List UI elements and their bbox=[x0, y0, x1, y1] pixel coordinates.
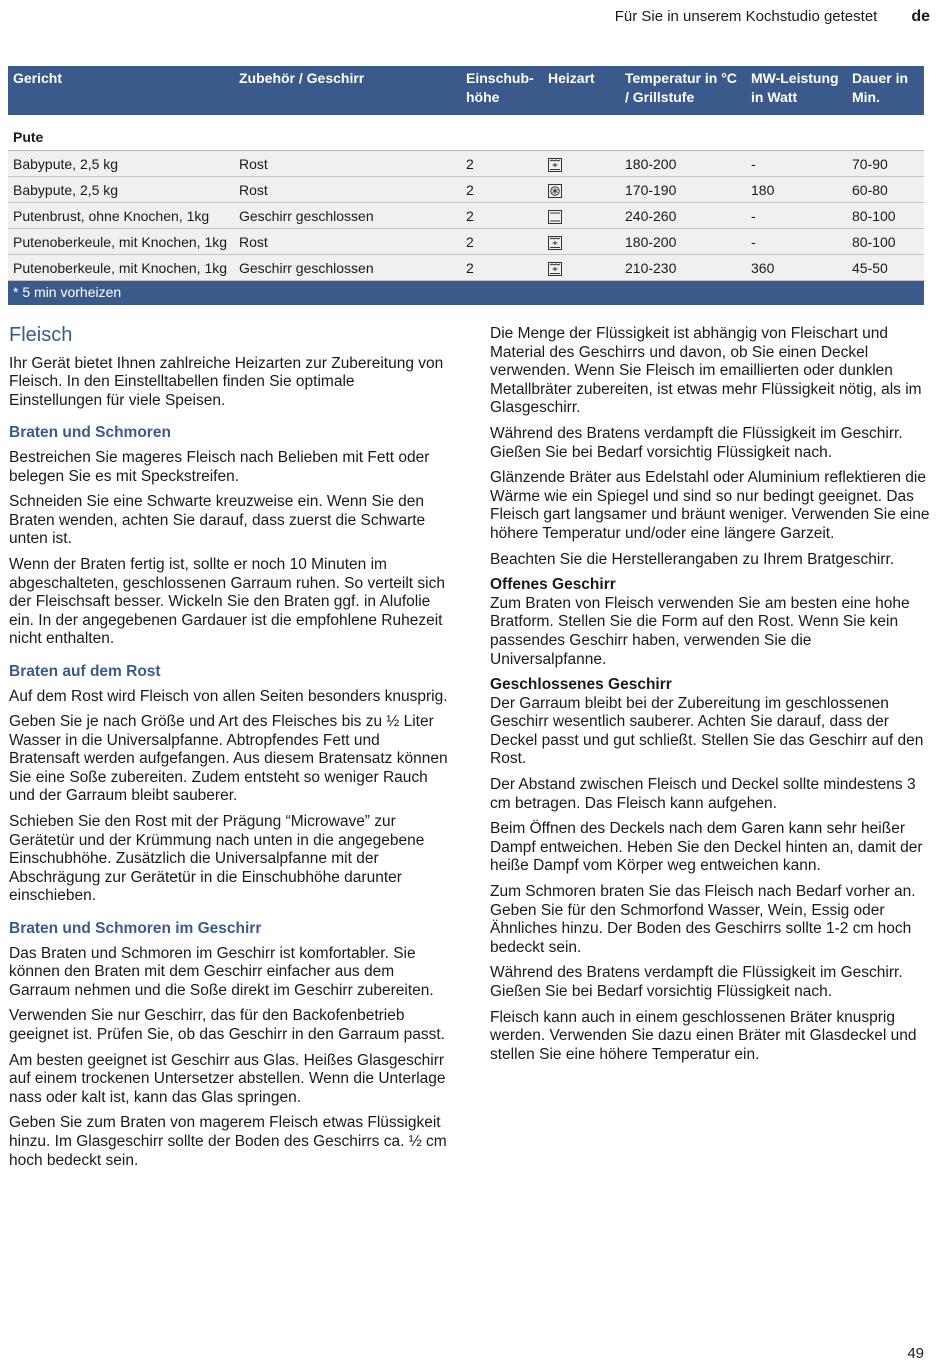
duration-cell: 45-50 bbox=[847, 255, 924, 281]
mw-power-cell: 180 bbox=[746, 177, 847, 203]
mw-power-cell: 360 bbox=[746, 255, 847, 281]
duration-cell: 70-90 bbox=[847, 151, 924, 177]
accessory-cell: Geschirr geschlossen bbox=[234, 255, 461, 281]
table-row bbox=[8, 177, 924, 203]
paragraph: Der Garraum bleibt bei der Zubereitung im geschlossenen Geschirr wesentlich sauberer. Achten Sie darauf, dass der Deckel passt und gut schließt. Stellen Sie das Geschirr auf den Rost. bbox=[490, 694, 924, 768]
column-header: Dauer in Min. bbox=[847, 66, 924, 115]
dish-cell: Putenoberkeule, mit Knochen, 1kg bbox=[8, 229, 234, 255]
heat-mode-cell bbox=[543, 177, 620, 203]
paragraph: Während des Bratens verdampft die Flüssigkeit im Geschirr. Gießen Sie bei Bedarf vorsichtig Flüssigkeit nach. bbox=[490, 964, 903, 1000]
paragraph: Während des Bratens verdampft die Flüssigkeit im Geschirr. Gießen Sie bei Bedarf vorsichtig Flüssigkeit nach. bbox=[490, 424, 903, 461]
paragraph: Die Menge der Flüssigkeit ist abhängig von Fleischart und Material des Geschirrs und davon, ob Sie einen Deckel verwenden. Wenn Sie Fleisch im emaillierten oder dunklen Metallbräter zubereiten, ist etwas mehr Flüssigkeit nötig, als im Glasgeschirr. bbox=[490, 325, 922, 417]
dish-cell: Putenbrust, ohne Knochen, 1kg bbox=[8, 203, 234, 229]
paragraph: Glänzende Bräter aus Edelstahl oder Aluminium reflektieren die Wärme wie ein Spiegel und sind so nur bedingt geeignet. Das Fleisch gart langsamer und bräunt weniger. Verwenden Sie eine höhere Temperatur und/oder eine längere Garzeit. bbox=[490, 469, 930, 542]
paragraph: Bestreichen Sie mageres Fleisch nach Belieben mit Fett oder belegen Sie es mit Speckstreifen. bbox=[9, 448, 430, 485]
subheading-offenes-geschirr: Offenes Geschirr bbox=[490, 576, 616, 594]
accessory-cell: Rost bbox=[234, 177, 461, 203]
heat-mode-cell bbox=[543, 229, 620, 255]
paragraph: Am besten geeignet ist Geschirr aus Glas. Heißes Glasgeschirr auf einem trockenen Untersetzer abstellen. Wenn die Unterlage nass oder kalt ist, kann das Glas springen. bbox=[9, 1051, 446, 1106]
right-column bbox=[490, 325, 930, 1071]
left-column bbox=[9, 322, 449, 1177]
table-footnote: * 5 min vorheizen bbox=[8, 281, 924, 306]
paragraph: Fleisch kann auch in einem geschlossenen Bräter knusprig werden. Verwenden Sie dazu einen Bräter mit Glasdeckel und stellen Sie eine höhere Temperatur ein. bbox=[490, 1008, 917, 1063]
dish-cell: Putenoberkeule, mit Knochen, 1kg bbox=[8, 255, 234, 281]
table-section-row bbox=[8, 115, 924, 151]
table-header-row bbox=[8, 66, 924, 115]
hot-air-icon bbox=[548, 184, 562, 198]
duration-cell: 60-80 bbox=[847, 177, 924, 203]
dish-cell: Babypute, 2,5 kg bbox=[8, 151, 234, 177]
column-header: Einschub- höhe bbox=[461, 66, 543, 115]
section-title: Pute bbox=[8, 115, 924, 151]
paragraph: Zum Schmoren braten Sie das Fleisch nach Bedarf vorher an. Geben Sie für den Schmorfond Wasser, Wein, Essig oder Ähnliches hinzu. Der Boden des Geschirrs sollte 1-2 cm hoch bedeckt sein. bbox=[490, 883, 916, 956]
mw-power-cell: - bbox=[746, 203, 847, 229]
dish-cell: Babypute, 2,5 kg bbox=[8, 177, 234, 203]
cooking-table bbox=[8, 66, 924, 305]
level-cell: 2 bbox=[461, 255, 543, 281]
temperature-cell: 180-200 bbox=[620, 229, 746, 255]
paragraph: Beim Öffnen des Deckels nach dem Garen kann sehr heißer Dampf entweichen. Heben Sie den Deckel hinten an, damit der heiße Dampf vom Körper weg entweichen kann. bbox=[490, 820, 923, 875]
accessory-cell: Rost bbox=[234, 229, 461, 255]
paragraph: Zum Braten von Fleisch verwenden Sie am besten eine hohe Bratform. Stellen Sie die Form auf den Rost. Wenn Sie kein passendes Geschirr haben, verwenden Sie die Universalpfanne. bbox=[490, 594, 910, 668]
column-header: Gericht bbox=[8, 66, 234, 115]
subheading-geschlossenes-geschirr: Geschlossenes Geschirr bbox=[490, 676, 672, 694]
grill-fan-icon bbox=[548, 236, 562, 250]
subheading-braten-schmoren: Braten und Schmoren bbox=[9, 424, 171, 442]
paragraph: Der Abstand zwischen Fleisch und Deckel sollte mindestens 3 cm betragen. Das Fleisch kann aufgehen. bbox=[490, 776, 916, 812]
temperature-cell: 180-200 bbox=[620, 151, 746, 177]
temperature-cell: 210-230 bbox=[620, 255, 746, 281]
language-code: de bbox=[911, 8, 930, 25]
grill-fan-icon bbox=[548, 262, 562, 276]
heat-mode-cell bbox=[543, 255, 620, 281]
paragraph: Ihr Gerät bietet Ihnen zahlreiche Heizarten zur Zubereitung von Fleisch. In den Einstelltabellen finden Sie optimale Einstellungen für viele Speisen. bbox=[9, 354, 444, 409]
section-heading-fleisch: Fleisch bbox=[9, 324, 73, 346]
paragraph: Geben Sie je nach Größe und Art des Fleisches bis zu ½ Liter Wasser in die Universalpfanne. Abtropfendes Fett und Bratensaft werden aufgefangen. Aus diesem Bratensatz können Sie eine Soße zubereiten. Zudem entsteht so weniger Rauch und der Garraum bleibt sauberer. bbox=[9, 713, 448, 805]
paragraph: Auf dem Rost wird Fleisch von allen Seiten besonders knusprig. bbox=[9, 687, 448, 705]
duration-cell: 80-100 bbox=[847, 229, 924, 255]
paragraph: Das Braten und Schmoren im Geschirr ist komfortabler. Sie können den Braten mit dem Geschirr einfacher aus dem Garraum nehmen und die Soße direkt im Geschirr zubereiten. bbox=[9, 944, 434, 999]
temperature-cell: 240-260 bbox=[620, 203, 746, 229]
level-cell: 2 bbox=[461, 229, 543, 255]
subheading-braten-geschirr: Braten und Schmoren im Geschirr bbox=[9, 920, 262, 938]
level-cell: 2 bbox=[461, 151, 543, 177]
column-header: MW-Leistung in Watt bbox=[746, 66, 847, 115]
column-header: Zubehör / Geschirr bbox=[234, 66, 461, 115]
table-footer-row bbox=[8, 281, 924, 306]
heat-mode-cell bbox=[543, 203, 620, 229]
table-row bbox=[8, 255, 924, 281]
table-row bbox=[8, 203, 924, 229]
table-row bbox=[8, 229, 924, 255]
paragraph: Geben Sie zum Braten von magerem Fleisch etwas Flüssigkeit hinzu. Im Glasgeschirr sollte der Boden des Geschirrs ca. ½ cm hoch bedeckt sein. bbox=[9, 1114, 447, 1169]
duration-cell: 80-100 bbox=[847, 203, 924, 229]
paragraph: Schneiden Sie eine Schwarte kreuzweise ein. Wenn Sie den Braten wenden, achten Sie darauf, dass zuerst die Schwarte unten ist. bbox=[9, 493, 426, 548]
level-cell: 2 bbox=[461, 177, 543, 203]
column-header: Heizart bbox=[543, 66, 620, 115]
paragraph: Beachten Sie die Herstellerangaben zu Ihrem Bratgeschirr. bbox=[490, 550, 895, 568]
paragraph: Schieben Sie den Rost mit der Prägung “Microwave” zur Gerätetür und der Krümmung nach unten in die angegebene Einschubhöhe. Zusätzlich die Universalpfanne mit der Abschrägung zur Gerätetür in die Einschubhöhe darunter einschieben. bbox=[9, 813, 425, 905]
accessory-cell: Rost bbox=[234, 151, 461, 177]
paragraph: Wenn der Braten fertig ist, sollte er noch 10 Minuten im abgeschalteten, geschlossenen Garraum ruhen. So verteilt sich der Fleischsaft besser. Wickeln Sie den Braten ggf. in Alufolie ein. In der angegebenen Gardauer ist die empfohlene Ruhezeit nicht enthalten. bbox=[9, 555, 445, 648]
table-row bbox=[8, 151, 924, 177]
heat-mode-cell bbox=[543, 151, 620, 177]
page-header bbox=[615, 8, 930, 26]
header-title: Für Sie in unserem Kochstudio getestet bbox=[614, 8, 878, 25]
mw-power-cell: - bbox=[746, 229, 847, 255]
temperature-cell: 170-190 bbox=[620, 177, 746, 203]
accessory-cell: Geschirr geschlossen bbox=[234, 203, 461, 229]
level-cell: 2 bbox=[461, 203, 543, 229]
grill-fan-icon bbox=[548, 158, 562, 172]
page-number: 49 bbox=[907, 1345, 924, 1362]
column-header: Temperatur in °C / Grillstufe bbox=[620, 66, 746, 115]
paragraph: Verwenden Sie nur Geschirr, das für den Backofenbetrieb geeignet ist. Prüfen Sie, ob das Geschirr in den Garraum passt. bbox=[9, 1007, 445, 1043]
mw-power-cell: - bbox=[746, 151, 847, 177]
subheading-braten-rost: Braten auf dem Rost bbox=[9, 662, 161, 680]
top-bottom-heat-icon bbox=[548, 210, 562, 224]
